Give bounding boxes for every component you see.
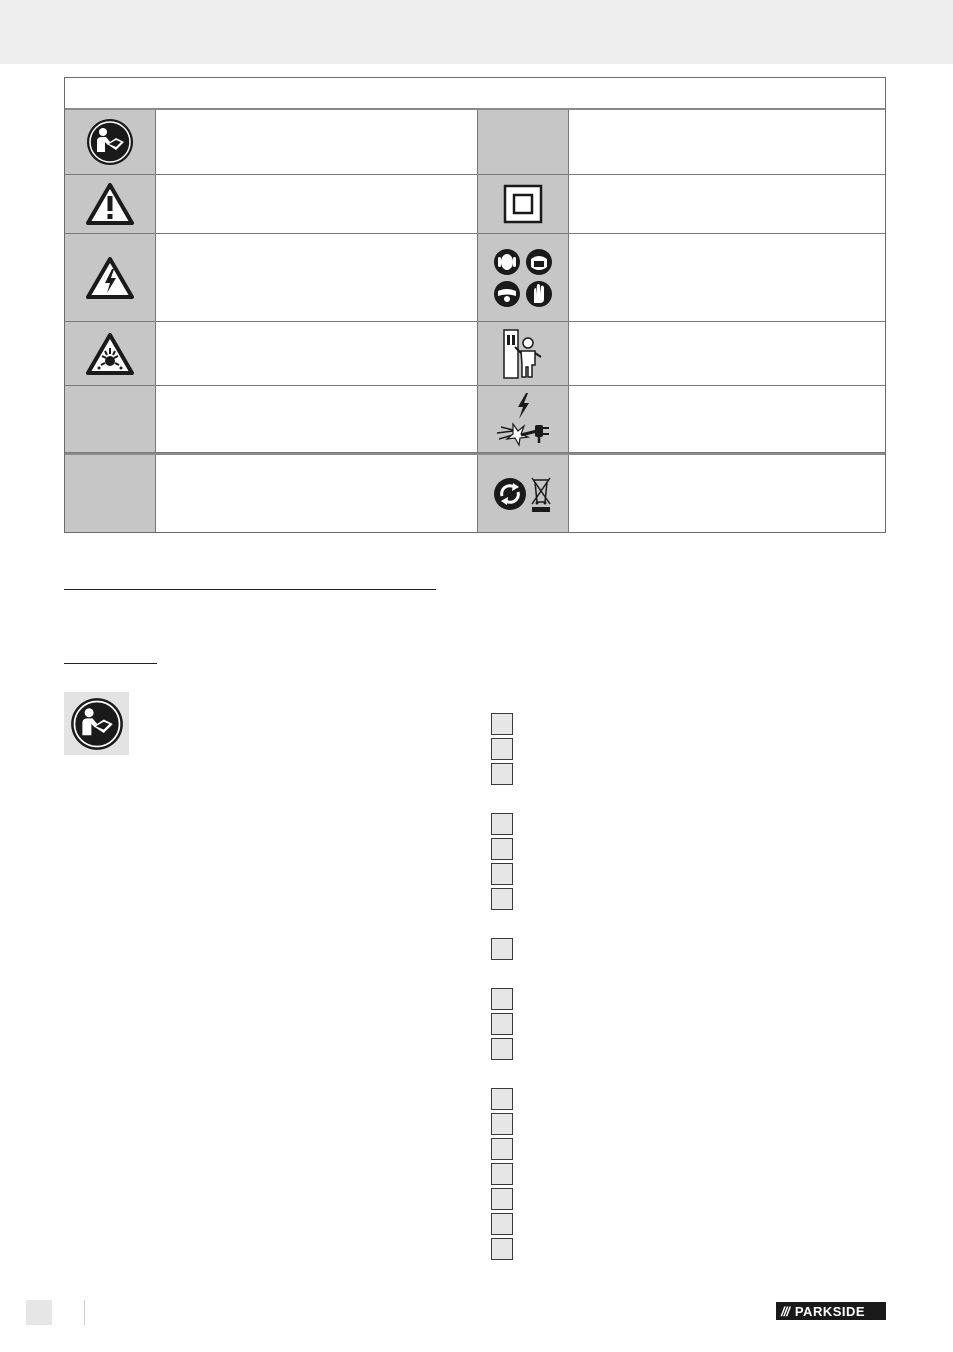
table-row	[65, 175, 885, 234]
icon-cell	[65, 322, 156, 385]
icon-cell	[65, 455, 156, 532]
description-cell	[156, 386, 476, 452]
top-header-band	[0, 0, 953, 64]
checklist-box	[491, 738, 513, 760]
footer-divider	[84, 1300, 85, 1325]
checklist-box	[491, 1088, 513, 1110]
table-row	[65, 110, 885, 175]
description-cell	[156, 110, 476, 174]
symbols-table	[64, 77, 886, 533]
checklist-box	[491, 1163, 513, 1185]
table-header	[65, 78, 885, 110]
description-cell	[156, 234, 476, 321]
description-cell	[156, 175, 476, 233]
icon-cell	[477, 175, 569, 233]
electric-shock-warning-icon	[85, 256, 135, 300]
table-row	[65, 386, 885, 453]
icon-cell	[477, 386, 569, 452]
logo-wordmark: PARKSIDE	[794, 1303, 866, 1319]
protective-equipment-icon	[492, 247, 554, 309]
checklist-box	[491, 1238, 513, 1260]
checklist-box	[491, 1113, 513, 1135]
icon-cell	[477, 234, 569, 321]
recycling-disposal-icon	[492, 474, 554, 514]
checklist-box	[491, 1013, 513, 1035]
keep-children-away-icon	[501, 327, 545, 381]
explosion-warning-icon	[85, 332, 135, 376]
description-cell	[568, 386, 885, 452]
page-number-box	[26, 1300, 52, 1325]
logo-slashes: ///	[781, 1303, 789, 1319]
icon-cell	[477, 455, 569, 532]
description-cell	[568, 175, 885, 233]
icon-cell	[477, 110, 569, 174]
section-heading-underline	[64, 589, 436, 590]
checklist-box	[491, 1188, 513, 1210]
checklist-box	[491, 713, 513, 735]
checklist-box	[491, 888, 513, 910]
description-cell	[156, 322, 476, 385]
checklist-box	[491, 1138, 513, 1160]
checklist-box	[491, 813, 513, 835]
parkside-logo	[776, 1302, 886, 1320]
checklist-box	[491, 1213, 513, 1235]
protection-class-ii-icon	[503, 184, 543, 224]
description-cell	[156, 455, 476, 532]
table-row	[65, 453, 885, 532]
unplug-before-work-icon	[493, 391, 553, 447]
read-manual-icon	[70, 697, 124, 751]
icon-cell	[65, 175, 156, 233]
manual-note-icon-box	[64, 692, 129, 755]
description-cell	[568, 110, 885, 174]
checklist-box	[491, 763, 513, 785]
read-manual-icon	[86, 118, 134, 166]
description-cell	[568, 455, 885, 532]
icon-cell	[477, 322, 569, 385]
icon-cell	[65, 386, 156, 452]
checklist-box	[491, 863, 513, 885]
description-cell	[568, 234, 885, 321]
icon-cell	[65, 234, 156, 321]
checklist-box	[491, 988, 513, 1010]
subsection-heading-underline	[64, 663, 157, 664]
icon-cell	[65, 110, 156, 174]
table-row	[65, 322, 885, 386]
checklist-box	[491, 1038, 513, 1060]
table-row	[65, 234, 885, 322]
warning-triangle-icon	[85, 182, 135, 226]
description-cell	[568, 322, 885, 385]
checklist-box	[491, 838, 513, 860]
checklist-box	[491, 938, 513, 960]
